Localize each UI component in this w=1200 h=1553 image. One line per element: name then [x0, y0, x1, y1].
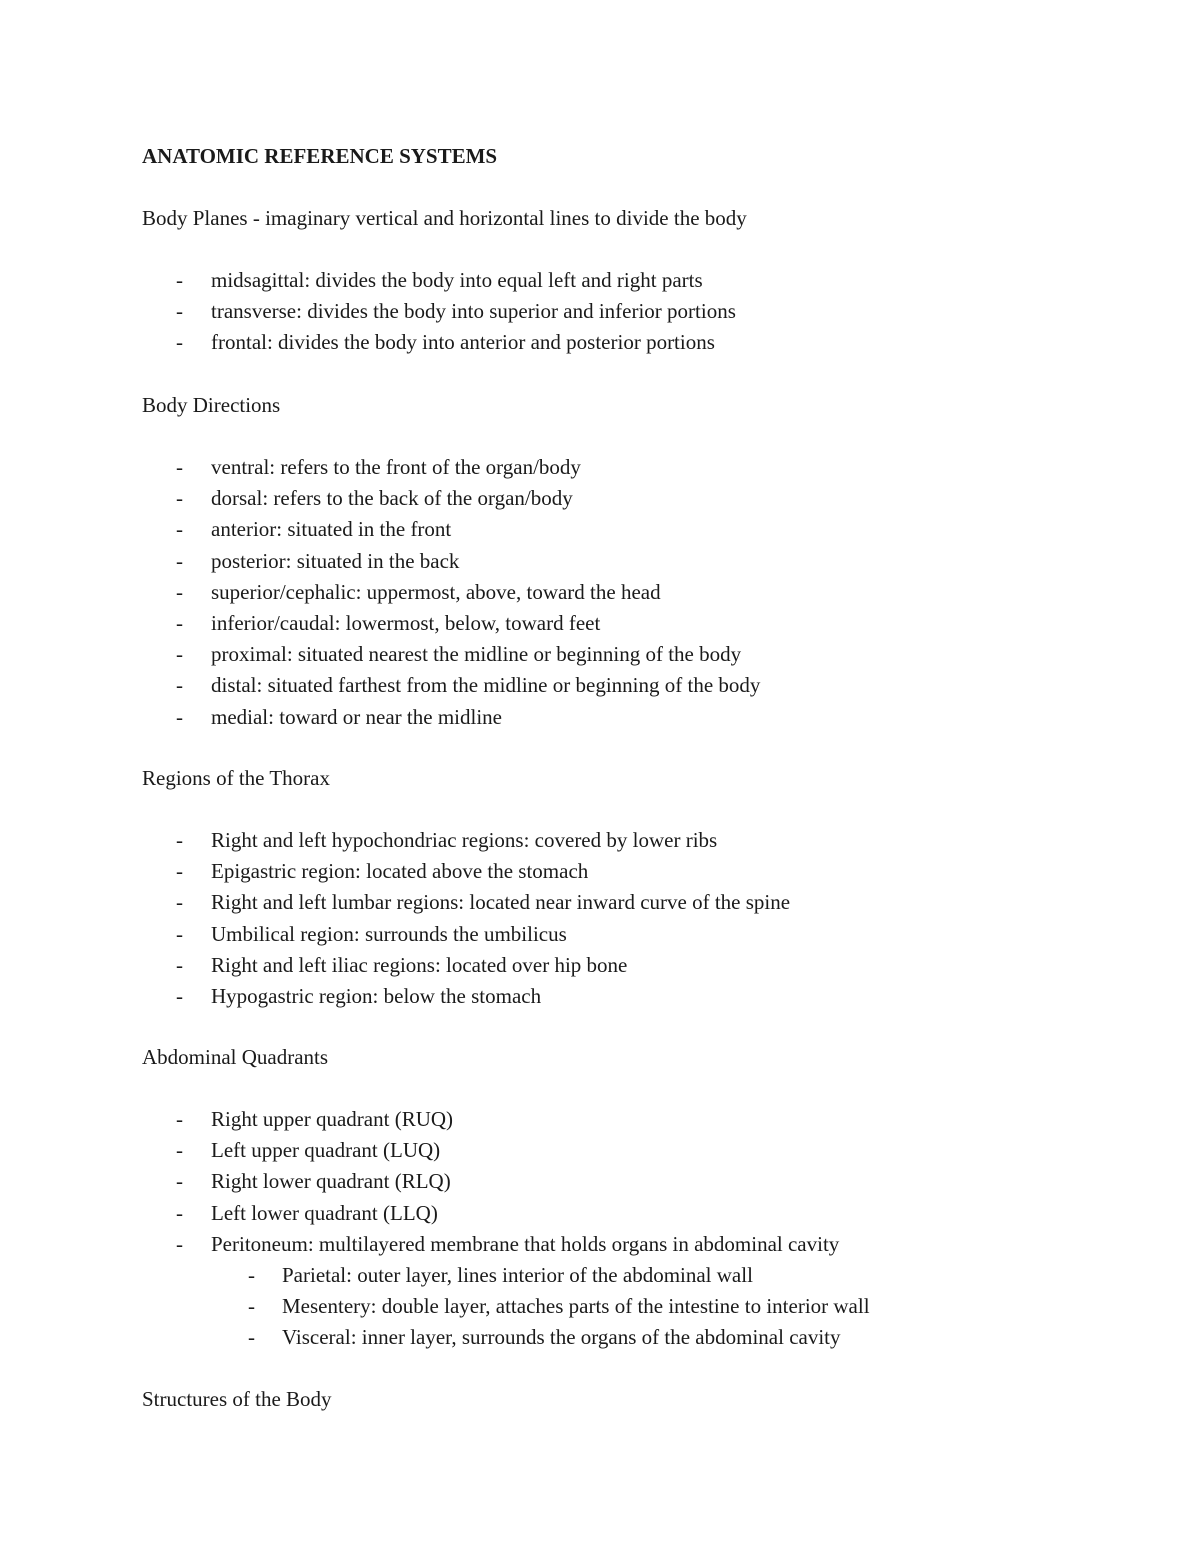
- bullet-dash: -: [176, 952, 183, 977]
- bullet-dash: -: [176, 890, 183, 915]
- list-item-text: Left lower quadrant (LLQ): [211, 1200, 438, 1225]
- bullet-dash: -: [176, 548, 183, 573]
- bullet-dash: -: [176, 1138, 183, 1163]
- list-item-text: Hypogastric region: below the stomach: [211, 983, 542, 1008]
- section-heading-body-directions: Body Directions: [142, 393, 281, 417]
- bullet-dash: -: [176, 704, 183, 729]
- list-item-text: Epigastric region: located above the stomach: [211, 859, 589, 884]
- list-item-text: ventral: refers to the front of the organ/body: [211, 455, 581, 479]
- bullet-dash: -: [176, 579, 183, 604]
- list-item-text: Right lower quadrant (RLQ): [211, 1169, 451, 1194]
- list-item-text: Left upper quadrant (LUQ): [211, 1138, 441, 1163]
- bullet-dash: -: [176, 921, 183, 946]
- bullet-dash: -: [176, 642, 183, 667]
- bullet-dash: -: [176, 330, 183, 355]
- list-item-text: anterior: situated in the front: [211, 517, 452, 542]
- list-item-text: Umbilical region: surrounds the umbilicus: [211, 921, 567, 946]
- list-item-text: medial: toward or near the midline: [211, 704, 502, 729]
- bullet-dash: -: [176, 983, 183, 1008]
- list-item-text: transverse: divides the body into superior and inferior portions: [211, 299, 736, 324]
- list-item-text: Right and left iliac regions: located over hip bone: [211, 952, 628, 977]
- bullet-dash: -: [176, 1107, 183, 1131]
- list-item-text: superior/cephalic: uppermost, above, toward the head: [211, 579, 661, 604]
- bullet-dash: -: [176, 1200, 183, 1225]
- list-item-text: posterior: situated in the back: [211, 548, 460, 573]
- list-item-text: dorsal: refers to the back of the organ/body: [211, 486, 573, 511]
- bullet-dash: -: [248, 1294, 255, 1319]
- bullet-dash: -: [176, 610, 183, 635]
- bullet-dash: -: [176, 455, 183, 479]
- bullet-dash: -: [248, 1325, 255, 1350]
- list-item-text: Peritoneum: multilayered membrane that holds organs in abdominal cavity: [211, 1231, 840, 1256]
- bullet-dash: -: [176, 486, 183, 511]
- section-heading-regions-of-thorax: Regions of the Thorax: [142, 766, 330, 790]
- list-item-text: proximal: situated nearest the midline or beginning of the body: [211, 642, 742, 667]
- bullet-dash: -: [176, 268, 183, 292]
- section-heading-abdominal-quadrants: Abdominal Quadrants: [142, 1045, 329, 1069]
- list-item-text: midsagittal: divides the body into equal left and right parts: [211, 268, 703, 292]
- bullet-dash: -: [176, 1231, 183, 1256]
- list-item-text: Right and left lumbar regions: located near inward curve of the spine: [211, 890, 791, 915]
- bullet-dash: -: [176, 859, 183, 884]
- list-item-text: distal: situated farthest from the midline or beginning of the body: [211, 673, 761, 698]
- bullet-dash: -: [176, 1169, 183, 1194]
- sub-list-item-text: Mesentery: double layer, attaches parts of the intestine to interior wall: [282, 1294, 870, 1319]
- bullet-dash: -: [176, 299, 183, 324]
- section-heading-body-planes: Body Planes - imaginary vertical and horizontal lines to divide the body: [142, 206, 747, 230]
- sub-list-item-text: Visceral: inner layer, surrounds the organs of the abdominal cavity: [282, 1325, 841, 1350]
- bullet-dash: -: [176, 673, 183, 698]
- bullet-dash: -: [248, 1262, 255, 1287]
- section-heading-structures-of-body: Structures of the Body: [142, 1387, 332, 1411]
- sub-list-item-text: Parietal: outer layer, lines interior of the abdominal wall: [282, 1262, 753, 1287]
- list-item-text: frontal: divides the body into anterior and posterior portions: [211, 330, 715, 355]
- bullet-dash: -: [176, 517, 183, 542]
- list-item-text: Right and left hypochondriac regions: covered by lower ribs: [211, 828, 718, 852]
- document-title: ANATOMIC REFERENCE SYSTEMS: [142, 144, 498, 168]
- list-item-text: Right upper quadrant (RUQ): [211, 1107, 454, 1131]
- list-item-text: inferior/caudal: lowermost, below, toward feet: [211, 610, 601, 635]
- bullet-dash: -: [176, 828, 183, 852]
